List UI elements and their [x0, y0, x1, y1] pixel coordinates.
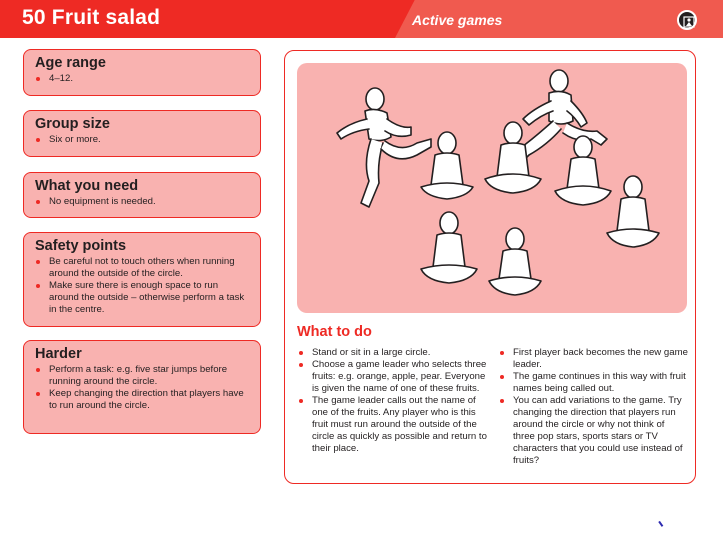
safety-points-list	[35, 256, 250, 316]
list-item: First player back becomes the new game leader.	[498, 347, 688, 371]
person-in-frame-icon	[677, 10, 697, 30]
harder-list	[35, 364, 250, 412]
page-title: 50 Fruit salad	[22, 6, 161, 29]
instructions-column-1	[297, 347, 492, 455]
children-playing-illustration	[297, 63, 687, 313]
group-size-title: Group size	[35, 116, 110, 132]
list-item: The game leader calls out the name of one of the fruits. Any player who is this fruit must run around the outside of the circle as quickly as possible and return to their place.	[297, 395, 492, 455]
list-item: Perform a task: e.g. five star jumps before running around the circle.	[35, 364, 250, 388]
list-item: Stand or sit in a large circle.	[297, 347, 492, 359]
list-item: Choose a game leader who selects three fruits: e.g. orange, apple, pear. Everyone is given the name of one of these fruits.	[297, 359, 492, 395]
group-size-list	[35, 134, 250, 146]
list-item: No equipment is needed.	[35, 196, 250, 208]
list-item: Make sure there is enough space to run around the outside – otherwise perform a task in the centre.	[35, 280, 250, 316]
harder-title: Harder	[35, 346, 82, 362]
group-size-box	[23, 110, 261, 157]
age-range-title: Age range	[35, 55, 106, 71]
scan-mark	[659, 521, 664, 527]
children-figures-icon	[297, 63, 687, 313]
list-item: You can add variations to the game. Try changing the direction that players run around the circle or why not think of three pop stars, sports stars or TV characters that you could use instead of fruits?	[498, 395, 688, 467]
what-to-do-title: What to do	[297, 324, 372, 340]
harder-box	[23, 340, 261, 434]
list-item: Keep changing the direction that players have to run around the circle.	[35, 388, 250, 412]
age-range-box	[23, 49, 261, 96]
list-item: Be careful not to touch others when running around the outside of the circle.	[35, 256, 250, 280]
list-item: Six or more.	[35, 134, 250, 146]
list-item: 4–12.	[35, 73, 250, 85]
what-you-need-list	[35, 196, 250, 208]
age-range-list	[35, 73, 250, 85]
what-you-need-box	[23, 172, 261, 218]
list-item: The game continues in this way with fruit names being called out.	[498, 371, 688, 395]
page-header	[0, 0, 723, 40]
what-you-need-title: What you need	[35, 178, 139, 194]
safety-points-box	[23, 232, 261, 327]
instructions-column-2	[498, 347, 688, 467]
section-name: Active games	[412, 12, 503, 28]
safety-points-title: Safety points	[35, 238, 127, 254]
